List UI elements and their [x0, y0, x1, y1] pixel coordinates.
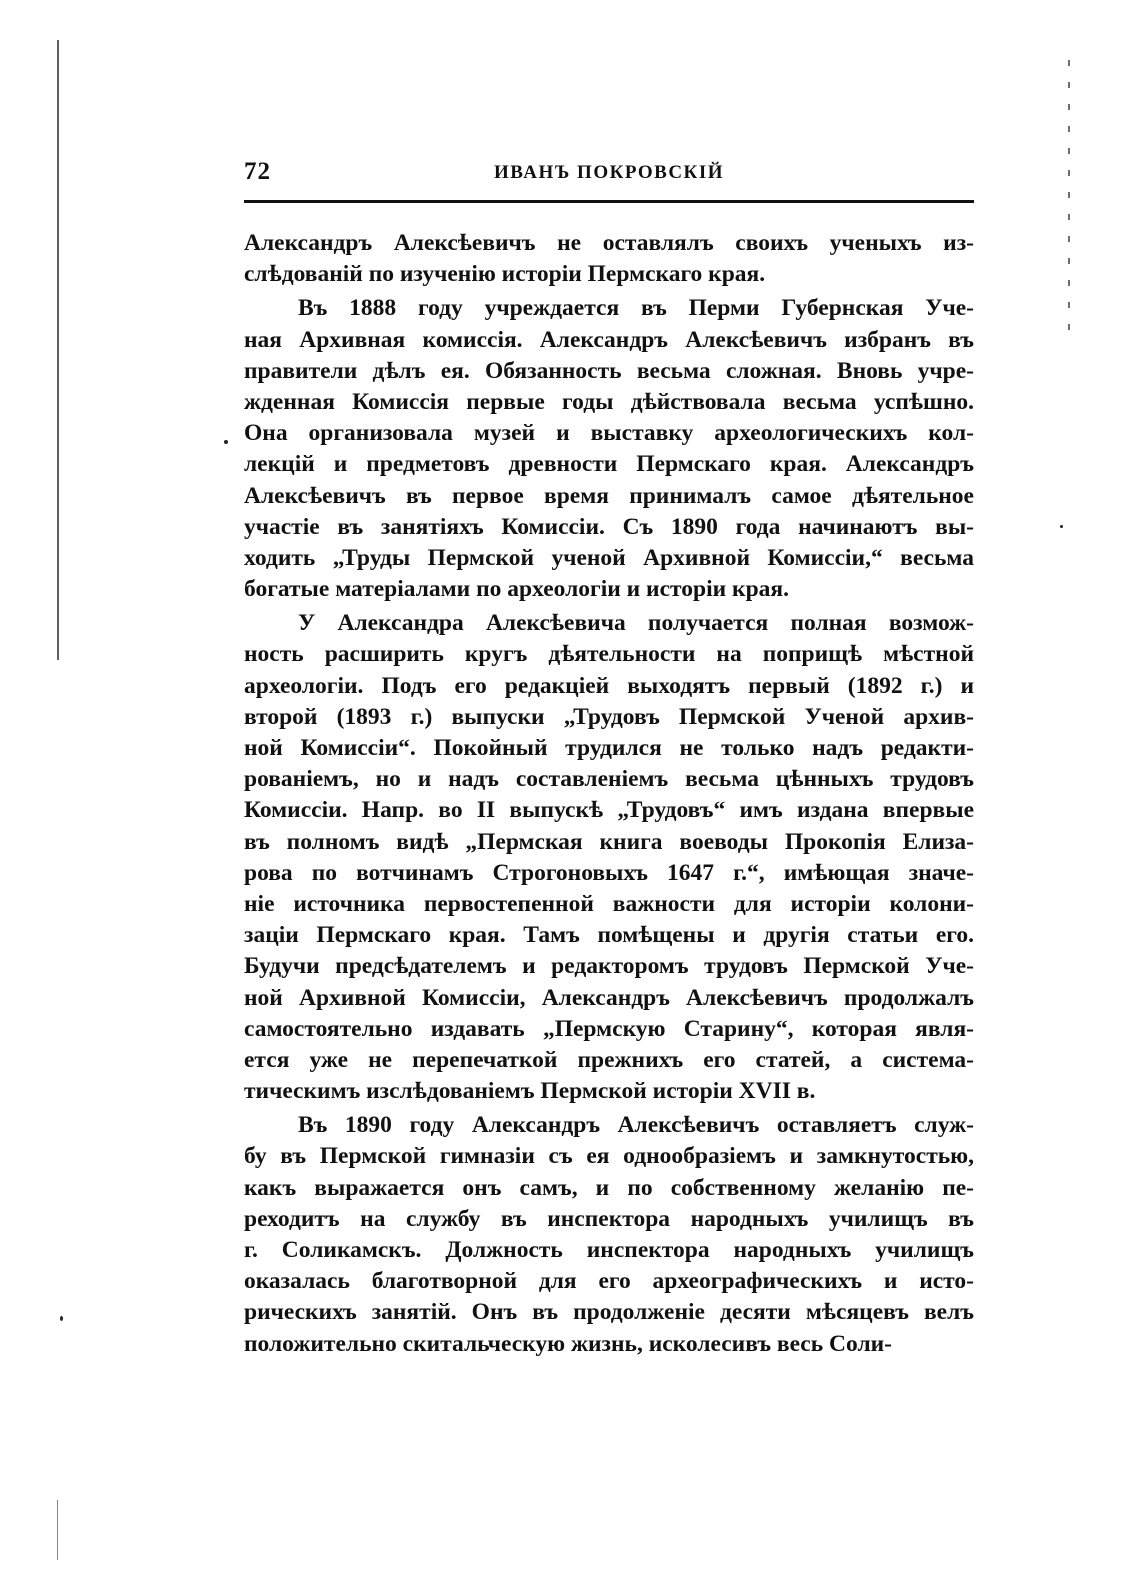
- text-line: заціи Пермскаго края. Тамъ помѣщены и другія статьи его.: [244, 922, 974, 949]
- text-line: ная Архивная комиссія. Александръ Алексѣевичъ избранъ въ: [244, 326, 974, 353]
- scan-edge-mark: [1068, 60, 1070, 340]
- text-line: богатые матеріалами по археологіи и исторіи края.: [244, 576, 789, 603]
- text-line: участіе въ занятіяхъ Комиссіи. Съ 1890 года начинаютъ вы-: [244, 513, 974, 540]
- header-rule: [244, 200, 974, 203]
- paragraph: [244, 608, 974, 1107]
- scan-edge-mark: [57, 40, 59, 660]
- text-line: археологіи. Подъ его редакціей выходятъ первый (1892 г.) и: [244, 672, 974, 699]
- text-line: Она организовала музей и выставку археологическихъ кол-: [244, 420, 974, 447]
- scan-speck: [224, 440, 228, 444]
- paragraph: [244, 228, 974, 290]
- text-line: оказалась благотворной для его археографическихъ и исто-: [244, 1268, 974, 1295]
- text-line: ется уже не перепечаткой прежнихъ его статей, а система-: [244, 1046, 974, 1073]
- scan-speck: [60, 1316, 63, 1321]
- text-line: Комиссіи. Напр. во II выпускѣ „Трудовъ“ имъ издана впервые: [244, 797, 974, 824]
- text-line: рованіемъ, но и надъ составленіемъ весьма цѣнныхъ трудовъ: [244, 766, 974, 793]
- text-line: Въ 1888 году учреждается въ Перми Губернская Уче-: [298, 295, 974, 322]
- text-line: Алексѣевичъ въ первое время принималъ самое дѣятельное: [244, 482, 974, 509]
- paragraph: [244, 293, 974, 605]
- scan-edge-mark: [57, 1500, 58, 1560]
- text-line: ность расширить кругъ дѣятельности на поприщѣ мѣстной: [244, 641, 974, 668]
- text-line: рическихъ занятій. Онъ въ продолженіе десяти мѣсяцевъ велъ: [244, 1299, 974, 1326]
- text-line: ной Комиссіи“. Покойный трудился не только надъ редакти-: [244, 735, 974, 761]
- text-line: въ полномъ видѣ „Пермская книга воеводы Прокопія Елиза-: [244, 828, 974, 855]
- text-line: Будучи предсѣдателемъ и редакторомъ трудовъ Пермской Уче-: [244, 953, 974, 980]
- scan-speck: [1060, 525, 1063, 528]
- text-line: ніе источника первостепенной важности для исторіи колони-: [244, 890, 974, 917]
- text-line: самостоятельно издавать „Пермскую Старину“, которая явля-: [244, 1015, 974, 1042]
- text-line: реходитъ на службу въ инспектора народныхъ училищъ въ: [244, 1205, 974, 1232]
- text-line: второй (1893 г.) выпуски „Трудовъ Пермской Ученой архив-: [244, 703, 974, 730]
- text-line: какъ выражается онъ самъ, и по собственному желанію пе-: [244, 1174, 974, 1201]
- text-line: положительно скитальческую жизнь, исколесивъ весь Соли-: [244, 1330, 893, 1357]
- text-line: ходить „Труды Пермской ученой Архивной Комиссіи,“ весьма: [244, 544, 974, 571]
- text-line: У Александра Алексѣевича получается полная возмож-: [298, 610, 974, 637]
- text-line: лекцій и предметовъ древности Пермскаго края. Александръ: [244, 451, 974, 478]
- text-line: рова по вотчинамъ Строгоновыхъ 1647 г.“, имѣющая значе-: [244, 859, 974, 886]
- text-line: правители дѣлъ ея. Обязанность весьма сложная. Вновь учре-: [244, 357, 974, 384]
- text-line: Въ 1890 году Александръ Алексѣевичъ оставляетъ служ-: [298, 1112, 974, 1139]
- book-text-body: [244, 228, 974, 1360]
- text-line: ной Архивной Комиссіи, Александръ Алексѣевичъ продолжалъ: [244, 984, 974, 1011]
- running-title: ИВАНЪ ПОКРОВСКІЙ: [494, 162, 724, 183]
- text-line: жденная Комиссія первые годы дѣйствовала весьма успѣшно.: [244, 388, 974, 415]
- text-line: слѣдованій по изученію исторіи Пермскаго края.: [244, 261, 766, 288]
- text-line: бу въ Пермской гимназіи съ ея однообразіемъ и замкнутостью,: [244, 1143, 974, 1170]
- text-line: тическимъ изслѣдованіемъ Пермской исторіи XVII в.: [244, 1078, 816, 1105]
- text-line: Александръ Алексѣевичъ не оставлялъ своихъ ученыхъ из-: [244, 230, 974, 256]
- page-number: 72: [244, 158, 271, 185]
- text-line: г. Соликамскъ. Должность инспектора народныхъ училищъ: [244, 1237, 974, 1263]
- running-head: [244, 158, 974, 194]
- paragraph: [244, 1110, 974, 1360]
